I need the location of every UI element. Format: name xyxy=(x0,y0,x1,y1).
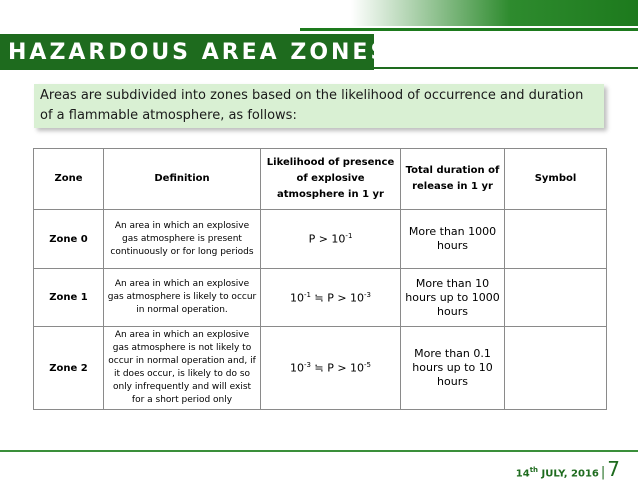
header-duration: Total duration of release in 1 yr xyxy=(401,149,505,210)
zone-cell: Zone 1 xyxy=(34,269,104,327)
likelihood-exponent: -1 xyxy=(303,290,311,299)
hazard-zones-table xyxy=(33,148,607,410)
table-row xyxy=(34,327,607,410)
title-underline xyxy=(374,67,638,69)
top-decoration-stripe xyxy=(300,28,638,31)
symbol-cell xyxy=(505,327,607,410)
likelihood-base: P > 10 xyxy=(308,232,346,246)
symbol-cell xyxy=(505,210,607,269)
intro-text: Areas are subdivided into zones based on the likelihood of occurrence and duration of a flammable atmosphere, as follows: xyxy=(40,88,584,123)
header-zone: Zone xyxy=(34,149,104,210)
header-likelihood: Likelihood of presence of explosive atmosphere in 1 yr xyxy=(261,149,401,210)
table-header-row xyxy=(34,149,607,210)
likelihood-cell xyxy=(261,327,401,410)
zone-cell: Zone 0 xyxy=(34,210,104,269)
definition-cell: An area in which an explosive gas atmosphere is present continuously or for long periods xyxy=(104,210,261,269)
footer-day-suffix: th xyxy=(529,465,539,474)
likelihood-base: 10 xyxy=(289,361,304,375)
header-definition: Definition xyxy=(104,149,261,210)
top-decoration-bar xyxy=(0,0,638,26)
footer-date-rest: JULY, 2016 xyxy=(538,468,599,479)
table-row xyxy=(34,210,607,269)
definition-cell: An area in which an explosive gas atmosphere is not likely to occur in normal operation and, if it does occur, is likely to do so only infrequently and will exist for a short period only xyxy=(104,327,261,410)
slide-title: HAZARDOUS AREA ZONES xyxy=(8,39,390,65)
title-banner xyxy=(0,34,390,70)
page-number: 7 xyxy=(607,457,620,481)
definition-cell: An area in which an explosive gas atmosphere is likely to occur in normal operation. xyxy=(104,269,261,327)
likelihood-exponent: -1 xyxy=(345,232,353,241)
likelihood-bound-exponent: -3 xyxy=(364,290,372,299)
footer-separator: | xyxy=(600,465,606,480)
footer-divider xyxy=(0,450,638,452)
footer xyxy=(516,457,620,481)
duration-cell: More than 0.1 hours up to 10 hours xyxy=(401,327,505,410)
zone-cell: Zone 2 xyxy=(34,327,104,410)
likelihood-exponent: -3 xyxy=(303,361,311,370)
likelihood-bound: ≒ P > 10 xyxy=(310,361,365,375)
duration-cell: More than 10 hours up to 1000 hours xyxy=(401,269,505,327)
duration-cell: More than 1000 hours xyxy=(401,210,505,269)
likelihood-cell xyxy=(261,210,401,269)
intro-text-box xyxy=(34,84,604,128)
likelihood-cell xyxy=(261,269,401,327)
likelihood-base: 10 xyxy=(289,291,304,305)
footer-date xyxy=(516,466,599,479)
likelihood-bound: ≒ P > 10 xyxy=(310,291,365,305)
symbol-cell xyxy=(505,269,607,327)
footer-day: 14 xyxy=(515,468,530,479)
header-symbol: Symbol xyxy=(505,149,607,210)
likelihood-bound-exponent: -5 xyxy=(364,361,372,370)
table-row xyxy=(34,269,607,327)
